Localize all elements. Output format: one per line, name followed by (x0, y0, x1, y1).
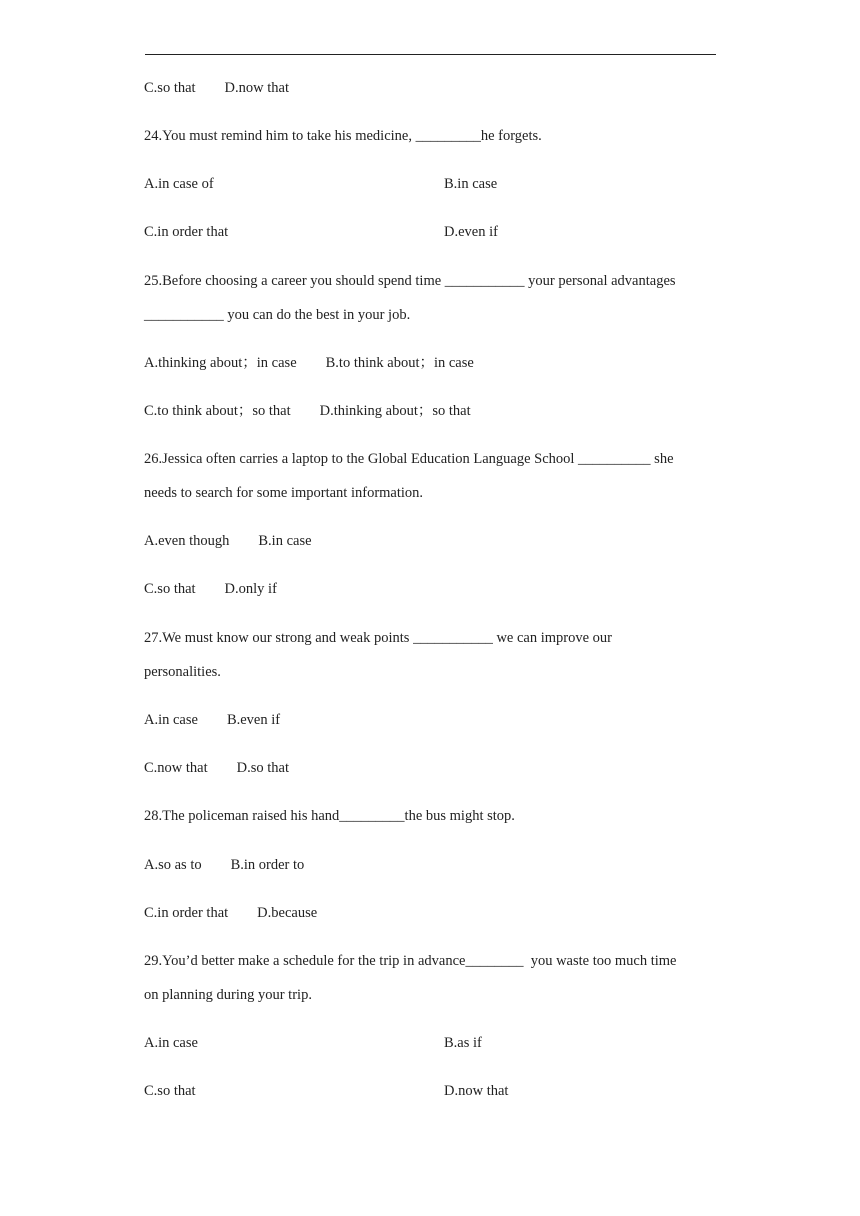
q27-stem-line2: personalities. (144, 664, 221, 680)
q24-option-d: D.even if (444, 224, 498, 240)
q24-stem: 24.You must remind him to take his medicine, _________he forgets. (144, 128, 542, 144)
q26-stem-line2: needs to search for some important information. (144, 485, 424, 501)
q26-stem-line1: 26.Jessica often carries a laptop to the Global Education Language School __________ she (144, 451, 674, 467)
q28-options-cd: C.in order that D.because (144, 905, 318, 921)
q27-stem-line1: 27.We must know our strong and weak points ___________ we can improve our (144, 630, 612, 646)
q25-stem-line1: 25.Before choosing a career you should spend time ___________ your personal advantages (144, 273, 676, 289)
q23-options-cd: C.so that D.now that (144, 80, 289, 96)
q28-stem: 28.The policeman raised his hand_________the bus might stop. (144, 808, 515, 824)
q29-option-b: B.as if (444, 1035, 482, 1051)
q24-option-c: C.in order that (144, 224, 229, 240)
q29-option-c: C.so that (144, 1083, 196, 1099)
q29-option-d: D.now that (444, 1083, 509, 1099)
q24-option-b: B.in case (444, 176, 498, 192)
q25-stem-line2: ___________ you can do the best in your job. (144, 307, 411, 323)
header-rule (145, 54, 716, 55)
q24-option-a: A.in case of (144, 176, 214, 192)
q26-options-ab: A.even though B.in case (144, 533, 312, 549)
q29-option-a: A.in case (144, 1035, 198, 1051)
q26-options-cd: C.so that D.only if (144, 581, 277, 597)
q29-stem-line1: 29.You’d better make a schedule for the trip in advance________ you waste too much time (144, 953, 677, 969)
q27-options-cd: C.now that D.so that (144, 760, 289, 776)
q25-options-ab: A.thinking about；in case B.to think about；in case (144, 355, 474, 371)
q25-options-cd: C.to think about；so that D.thinking about；so that (144, 403, 471, 419)
q28-options-ab: A.so as to B.in order to (144, 857, 305, 873)
q27-options-ab: A.in case B.even if (144, 712, 281, 728)
q29-stem-line2: on planning during your trip. (144, 987, 312, 1003)
